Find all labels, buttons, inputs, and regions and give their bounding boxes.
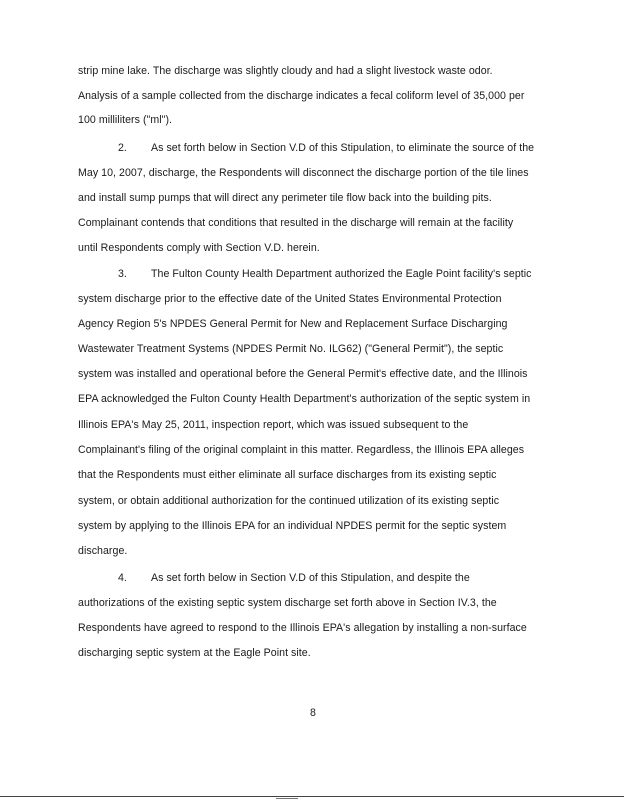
paragraph-number: 4. <box>118 572 127 584</box>
scan-edge-mark <box>276 798 298 799</box>
body-line: Respondents have agreed to respond to the Illinois EPA's allegation by installing a non-surface <box>78 622 527 634</box>
paragraph-number: 2. <box>118 142 127 154</box>
scan-edge-line <box>0 796 624 797</box>
page-number: 8 <box>310 707 316 719</box>
body-line: strip mine lake. The discharge was slightly cloudy and had a slight livestock waste odor. <box>78 65 493 77</box>
paragraph-number: 3. <box>118 268 127 280</box>
body-line: and install sump pumps that will direct any perimeter tile flow back into the building pits. <box>78 192 492 204</box>
body-line: that the Respondents must either eliminate all surface discharges from its existing septic <box>78 469 497 481</box>
body-line: system by applying to the Illinois EPA for an individual NPDES permit for the septic system <box>78 520 507 532</box>
body-line: Wastewater Treatment Systems (NPDES Permit No. ILG62) ("General Permit"), the septic <box>78 343 504 355</box>
body-line: discharging septic system at the Eagle Point site. <box>78 647 311 659</box>
body-line: EPA acknowledged the Fulton County Health Department's authorization of the septic system in <box>78 393 531 405</box>
body-line: system was installed and operational before the General Permit's effective date, and the Illinois <box>78 368 528 380</box>
body-line: system, or obtain additional authorization for the continued utilization of its existing septic <box>78 495 500 507</box>
body-line: authorizations of the existing septic system discharge set forth above in Section IV.3, the <box>78 597 497 609</box>
body-line: The Fulton County Health Department authorized the Eagle Point facility's septic <box>151 268 532 280</box>
body-line: May 10, 2007, discharge, the Respondents will disconnect the discharge portion of the tile lines <box>78 167 529 179</box>
body-line: Complainant's filing of the original complaint in this matter. Regardless, the Illinois EPA alleges <box>78 444 525 456</box>
body-line: As set forth below in Section V.D of this Stipulation, and despite the <box>151 572 470 584</box>
body-line: Illinois EPA's May 25, 2011, inspection report, which was issued subsequent to the <box>78 419 469 431</box>
body-line: 100 milliliters ("ml"). <box>78 114 173 126</box>
body-line: Analysis of a sample collected from the discharge indicates a fecal coliform level of 35,000 per <box>78 90 525 102</box>
body-line: Agency Region 5's NPDES General Permit for New and Replacement Surface Discharging <box>78 318 508 330</box>
body-line: As set forth below in Section V.D of this Stipulation, to eliminate the source of the <box>151 142 535 154</box>
body-line: system discharge prior to the effective date of the United States Environmental Protection <box>78 293 502 305</box>
body-line: until Respondents comply with Section V.D. herein. <box>78 242 320 254</box>
body-line: Complainant contends that conditions that resulted in the discharge will remain at the facility <box>78 217 514 229</box>
body-line: discharge. <box>78 545 128 557</box>
